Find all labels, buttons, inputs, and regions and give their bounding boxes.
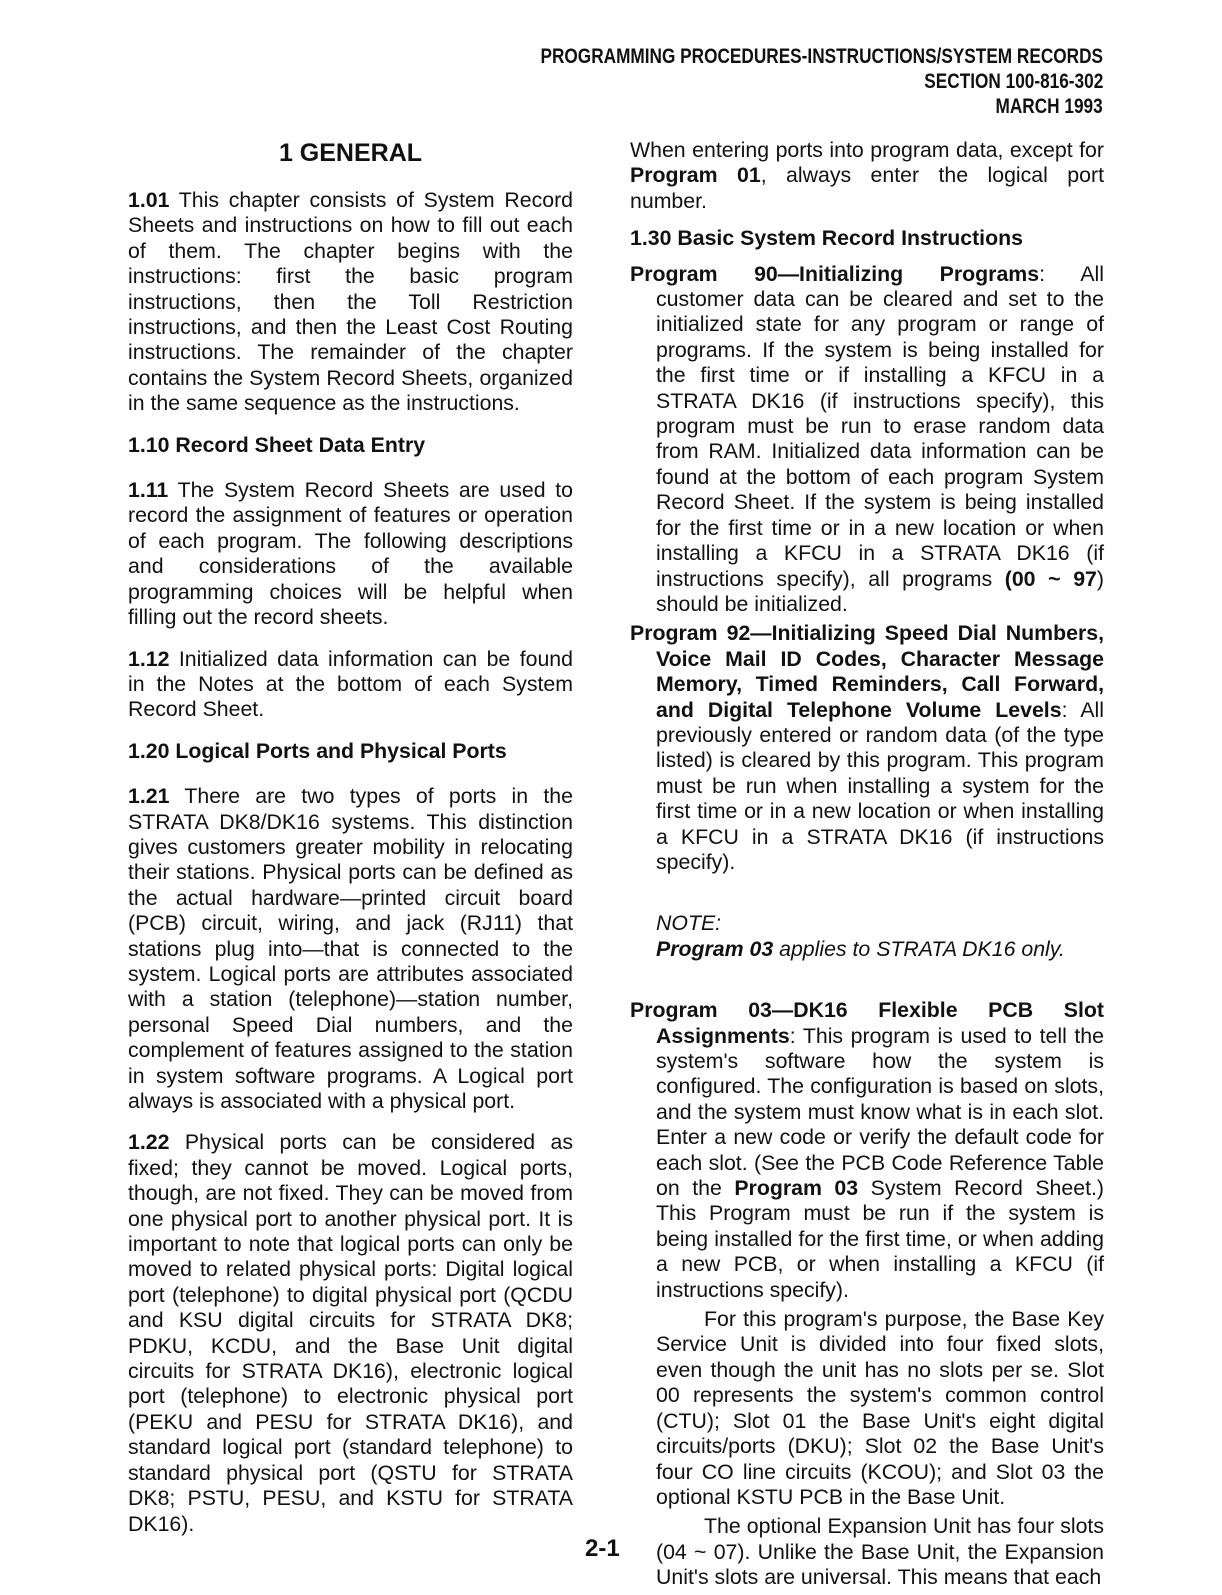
bold-text: Program 03 [656,936,774,961]
para-text: The System Record Sheets are used to record the assignment of features or operation of each program. The following descriptions and considerations of the available programming choices will be helpful when filling out the record sheets. [128,478,573,630]
program-title: Program 90—Initializing Programs [630,261,1040,286]
page-number: 2-1 [585,1535,620,1562]
para-number: 1.12 [128,646,170,671]
paragraph-1-01 [128,188,573,417]
note-text: applies to STRATA DK16 only. [773,936,1065,961]
subheading-1-30: 1.30 Basic System Record Instructions [630,226,1023,251]
paragraph-1-21 [128,784,573,1114]
paragraph-1-22 [128,1130,573,1537]
left-column [128,138,573,1553]
program-03-entry [630,998,1104,1303]
paragraph-expansion-unit: The optional Expansion Unit has four slots (04 ~ 07). Unlike the Base Unit, the Expansion Unit's slots are universal. This means that each [656,1514,1104,1590]
subheading-1-10: 1.10 Record Sheet Data Entry [128,432,426,457]
paragraph-1-12 [128,647,573,723]
paragraph-1-11 [128,478,573,630]
text: When entering ports into program data, except for [630,138,1104,162]
bold-text: 97 [1060,566,1097,591]
bold-text: (00 ~ [1004,566,1061,591]
para-text: There are two types of ports in the STRATA DK8/DK16 systems. This distinction gives customers greater mobility in relocating their stations. Physical ports can be defined as the actual hardware—printed circuit board (PCB) circuit, wiring, and jack (RJ11) that stations plug into—that is connected to the system. Logical ports are attributes associated with a station (telephone)—station number, personal Speed Dial numbers, and the complement of features assigned to the station in system software programs. A Logical port always is associated with a physical port. [128,784,573,1113]
program-text: : All customer data can be cleared and set to the initialized state for any program or range of programs. If the system is being installed for the first time or if installing a KFCU in a STRATA DK16 (if instructions specify), this program must be run to erase random data from RAM. Initialized data information can be found at the bottom of each program System Record Sheet. If the system is being installed for the first time or in a new location or when installing a KFCU in a STRATA DK16 (if instructions specify), all programs [656,261,1104,591]
right-column [630,138,1104,1595]
paragraph-continued [630,138,1104,214]
para-number: 1.22 [128,1130,170,1155]
program-90-entry [630,262,1104,618]
note [630,911,1104,962]
program-text: System Record Sheet.) This Program must be run if the system is being installed for the first time, or when adding a new PCB, or when installing a KFCU (if instructions specify). [656,1176,1104,1302]
paragraph-base-unit-slots: For this program's purpose, the Base Key Service Unit is divided into four fixed slots, even though the unit has no slots per se. Slot 00 represents the system's common control (CTU); Slot 01 the Base Unit's eight digital circuits/ports (DKU); Slot 02 the Base Unit's four CO line circuits (KCOU); and Slot 03 the optional KSTU PCB in the Base Unit. [656,1307,1104,1509]
subheading-1-20: 1.20 Logical Ports and Physical Ports [128,738,507,763]
bold-text: Program 03 [734,1176,859,1201]
program-text: : This program is used to tell the system's software how the system is configured. The configuration is based on slots, and the system must know what is in each slot. Enter a new code or verify the default code for each slot. (See the PCB Code Reference Table on the [656,1023,1104,1201]
bold-text: Program 01 [630,163,761,188]
para-text: This chapter consists of System Record Sheets and instructions on how to fill out each of them. The chapter begins with the instructions: first the basic program instructions, then the Toll Restriction instructions, and then the Least Cost Routing instructions. The remainder of the chapter contains the System Record Sheets, organized in the same sequence as the instructions. [128,188,573,416]
running-header-section: SECTION 100-816-302 [924,70,1103,93]
program-title: Program 03—DK16 Flexible PCB Slot Assignments [630,998,1104,1048]
para-text: Initialized data information can be found in the Notes at the bottom of each System Record Sheet. [128,646,573,722]
program-text: : All previously entered or random data (of the type listed) is cleared by this program. This program must be run when installing a system for the first time or in a new location or when installing a KFCU in a STRATA DK16 (if instructions specify). [656,697,1105,874]
running-header-date: MARCH 1993 [995,95,1103,118]
program-title: Program 92—Initializing Speed Dial Numbers, Voice Mail ID Codes, Character Message Memory, Timed Reminders, Call Forward, and Digital Telephone Volume Levels [630,621,1104,722]
running-header-title: PROGRAMMING PROCEDURES-INSTRUCTIONS/SYSTEM RECORDS [540,45,1103,68]
para-text: Physical ports can be considered as fixed; they cannot be moved. Logical ports, though, are not fixed. They can be moved from one physical port to another physical port. It is important to note that logical ports can only be moved to related physical ports: Digital logical port (telephone) to digital physical port (QCDU and KSU digital circuits for STRATA DK8; PDKU, KCDU, and the Base Unit digital circuits for STRATA DK16), electronic logical port (telephone) to electronic physical port (PEKU and PESU for STRATA DK16), and standard logical port (standard telephone) to standard physical port (QSTU for STRATA DK8; PSTU, PESU, and KSTU for STRATA DK16). [128,1130,573,1536]
text: ) should be initialized. [656,566,1104,616]
para-number: 1.11 [128,478,169,503]
para-number: 1.01 [128,188,170,212]
section-heading: 1 GENERAL [278,139,423,167]
note-label: NOTE: [656,911,722,936]
text: , always enter the logical port number. [630,163,1104,213]
program-92-entry [630,621,1104,875]
para-number: 1.21 [128,784,170,809]
